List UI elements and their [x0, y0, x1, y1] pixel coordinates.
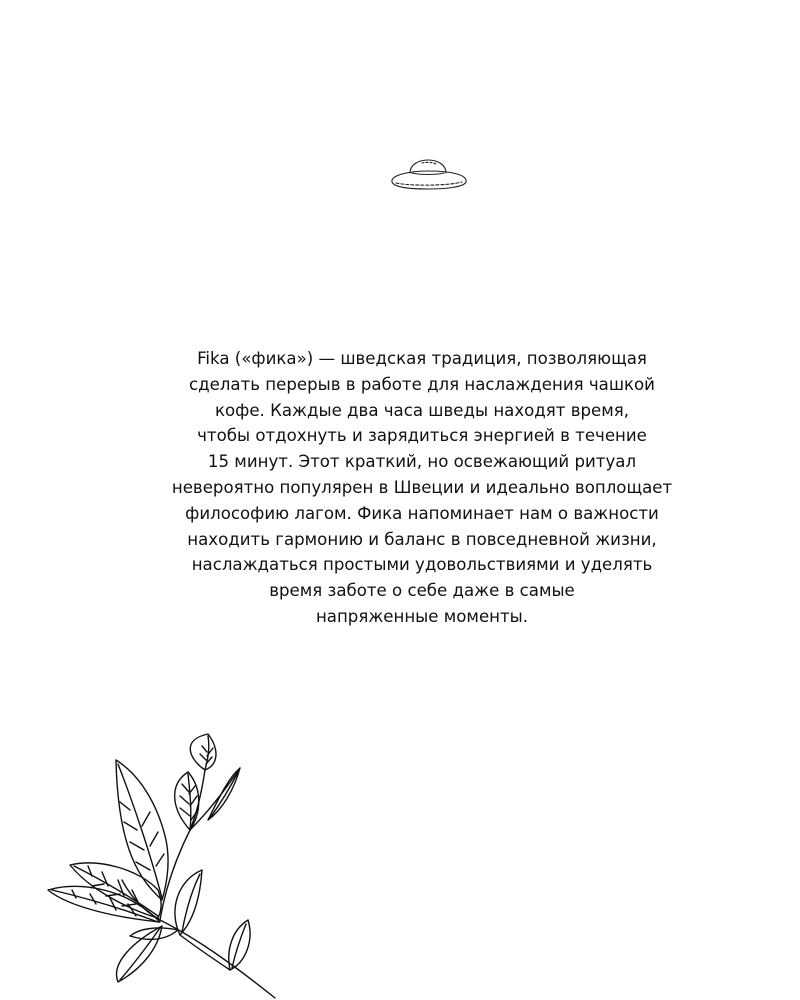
text-line: находить гармонию и баланс в повседневной жизни,: [187, 529, 657, 549]
text-line: 15 минут. Этот краткий, но освежающий ритуал: [207, 452, 637, 472]
text-line: наслаждаться простыми удовольствиями и уделять: [191, 555, 653, 575]
leaf-branch-illustration: [40, 730, 290, 1000]
body-paragraph: [100, 346, 744, 630]
text-line: невероятно популярен в Швеции и идеально воплощает: [171, 477, 673, 497]
text-line: время заботе о себе даже в самые: [269, 581, 575, 601]
hat-icon: [388, 156, 472, 192]
text-line: философию лагом. Фика напоминает нам о важности: [185, 503, 659, 523]
text-line: чтобы отдохнуть и зарядиться энергией в течение: [197, 426, 647, 446]
text-line: напряженные моменты.: [315, 606, 529, 626]
text-line: Fika («фика») — шведская традиция, позволяющая: [197, 349, 647, 368]
text-line: кофе. Каждые два часа шведы находят время,: [214, 400, 630, 420]
text-line: сделать перерыв в работе для наслаждения чашкой: [189, 374, 655, 394]
